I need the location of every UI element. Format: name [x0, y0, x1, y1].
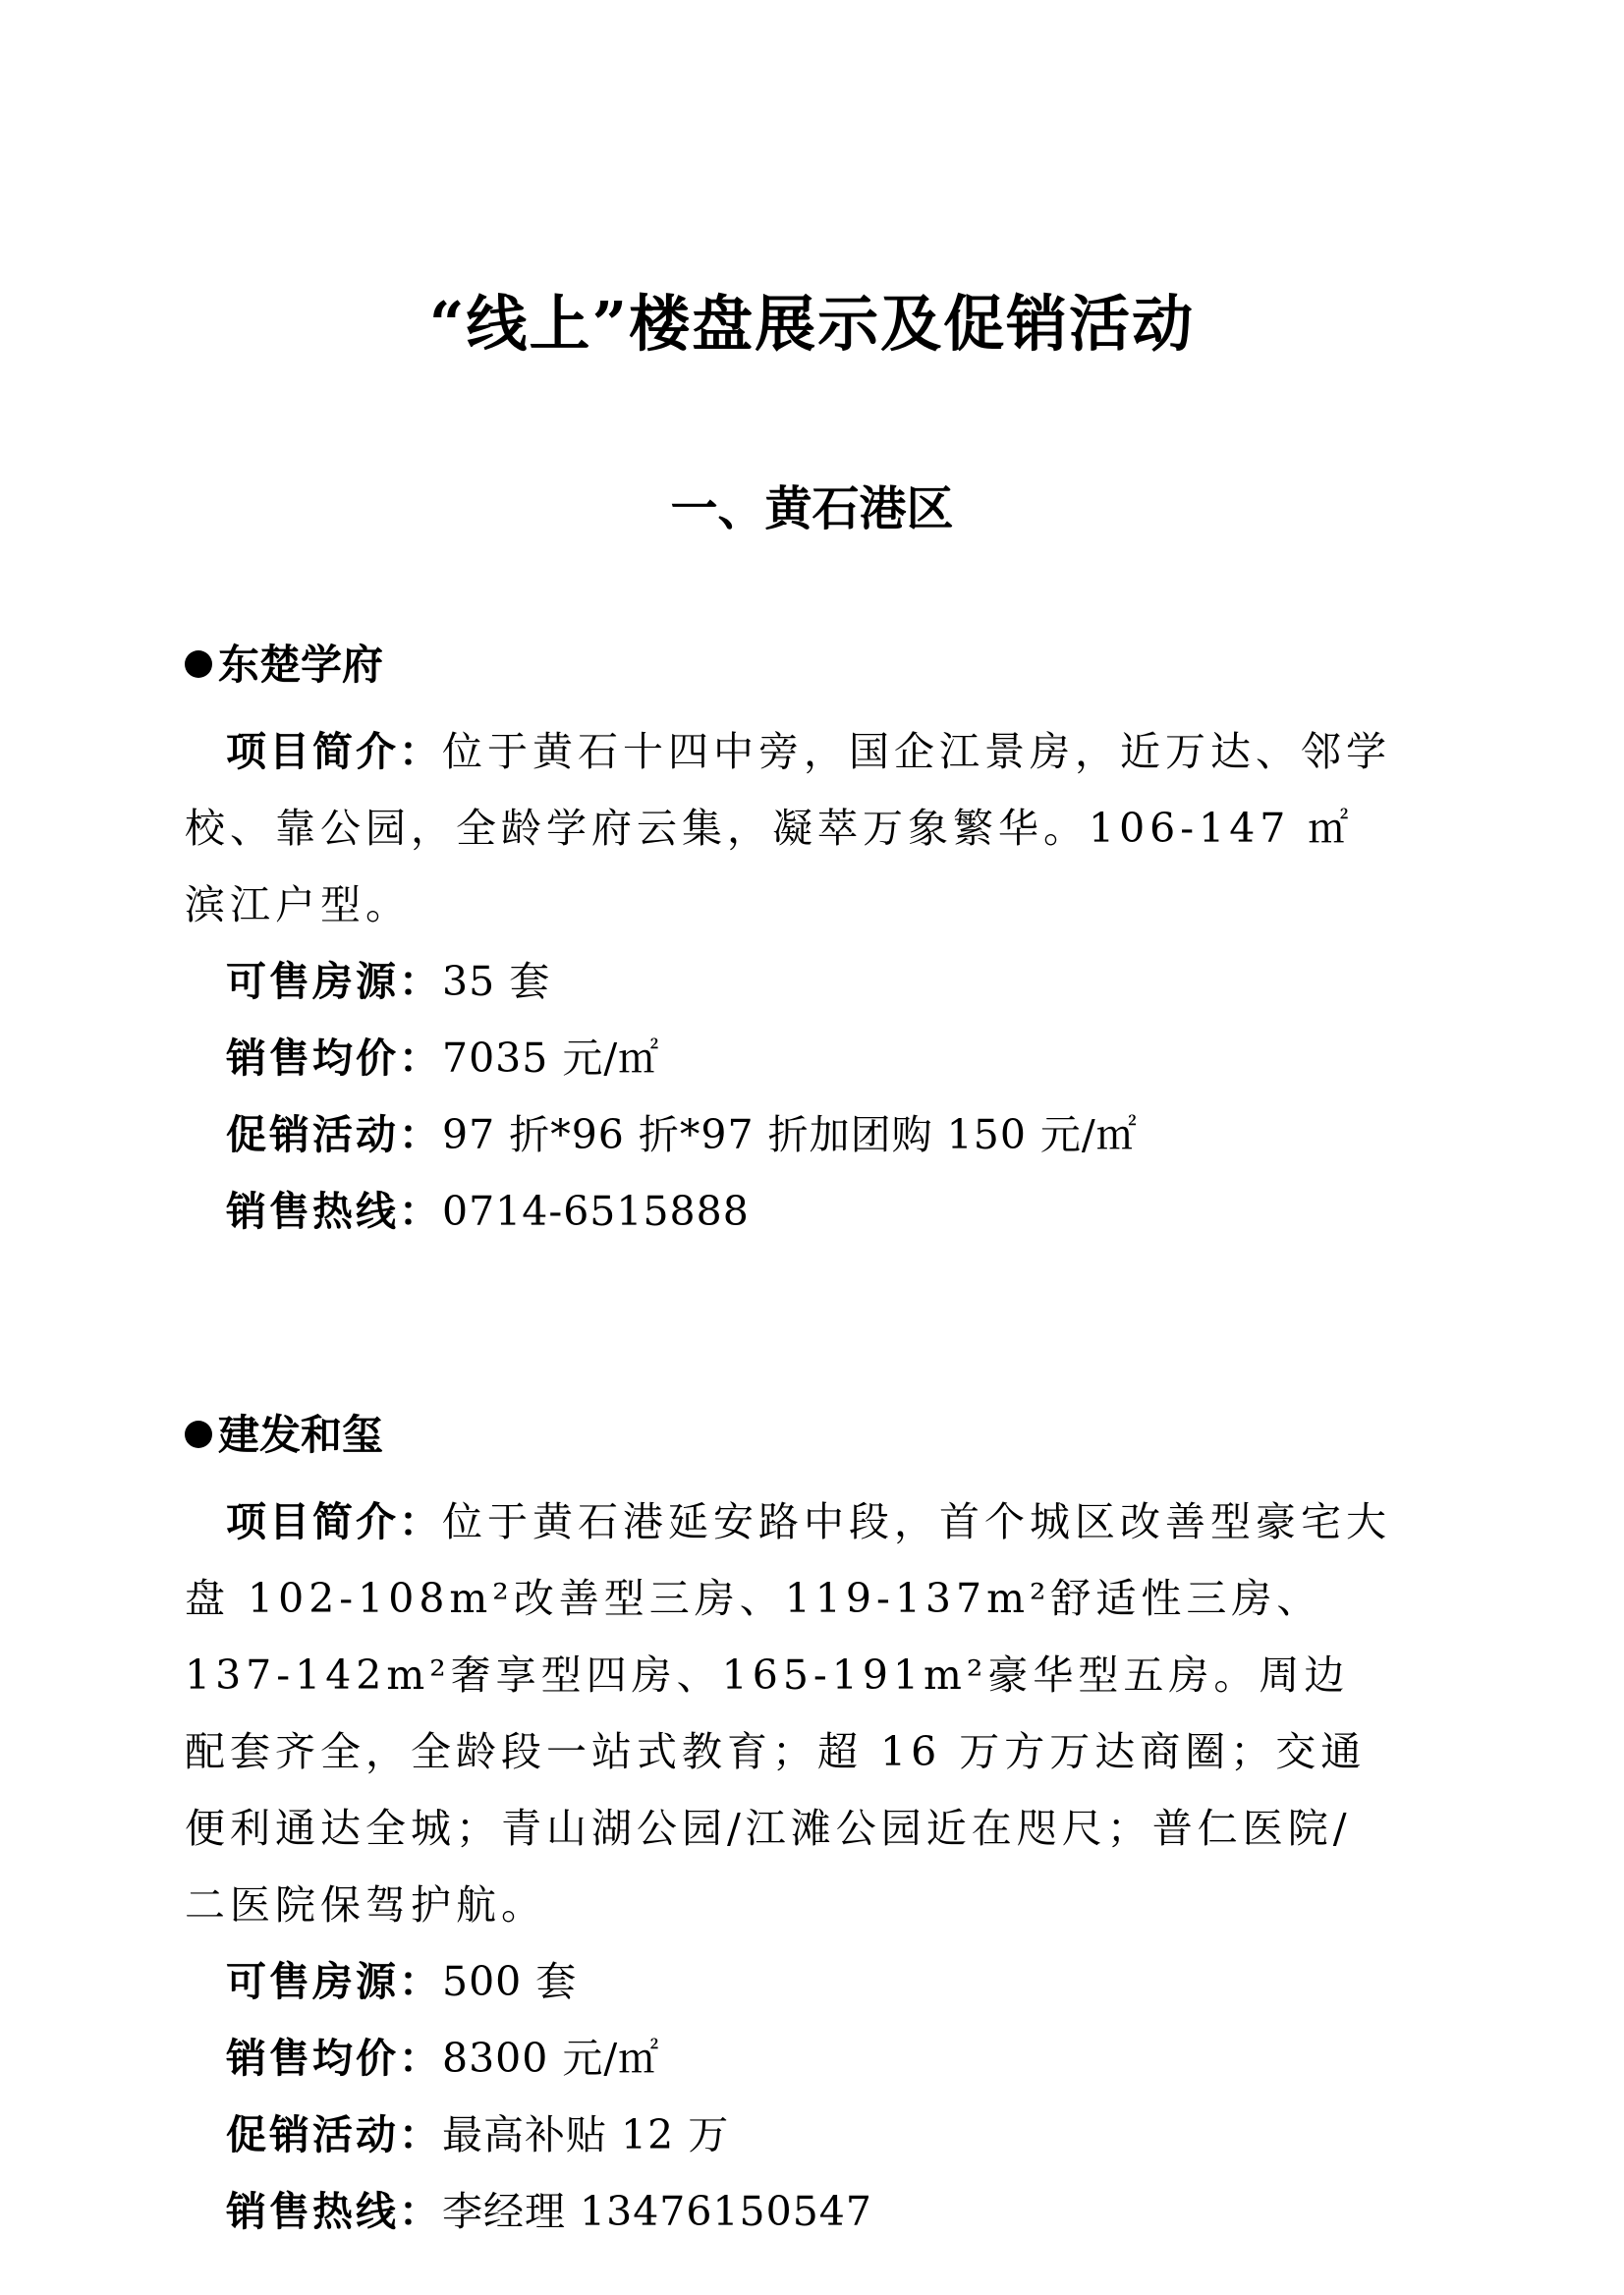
available-value: 35 套 [442, 958, 551, 1005]
available-label: 可售房源： [226, 958, 442, 1005]
intro-label: 项目简介： [226, 728, 442, 775]
project-block [185, 1407, 1393, 2250]
promo-value: 97 折*96 折*97 折加团购 150 元/㎡ [442, 1111, 1138, 1158]
available-label: 可售房源： [226, 1958, 442, 2005]
promo-row [185, 2097, 1393, 2173]
price-label: 销售均价： [226, 1035, 442, 1082]
promo-label: 促销活动： [226, 1111, 442, 1158]
intro-text: 位于黄石十四中旁，国企江景房，近万达、邻学校、靠公园，全龄学府云集，凝萃万象繁华。106-147 ㎡滨江户型。 [185, 728, 1391, 928]
project-heading [185, 637, 1393, 700]
available-row [185, 943, 1393, 1020]
project-name: 建发和玺 [218, 1411, 384, 1459]
available-row [185, 1943, 1393, 2020]
hotline-label: 销售热线： [226, 2188, 442, 2235]
section-title: 一、黄石港区 [670, 481, 954, 536]
intro-text: 位于黄石港延安路中段，首个城区改善型豪宅大盘 102-108m²改善型三房、119-137m²舒适性三房、137-142m²奢享型四房、165-191m²豪华型五房。周边配套齐全，全龄段一站式教育；超 16 万方万达商圈；交通便利通达全城；青山湖公园/江滩公园近在咫尺；普仁医院/二医院保驾护航。 [185, 1498, 1391, 1929]
price-row [185, 1020, 1393, 1096]
project-intro [185, 713, 1393, 943]
hotline-value: 0714-6515888 [442, 1188, 750, 1235]
price-value: 7035 元/㎡ [442, 1035, 660, 1082]
project-block [185, 637, 1393, 1250]
project-name: 东楚学府 [218, 641, 384, 689]
promo-value: 最高补贴 12 万 [442, 2111, 730, 2158]
price-row [185, 2020, 1393, 2097]
price-label: 销售均价： [226, 2035, 442, 2082]
project-intro [185, 1483, 1393, 1943]
promo-label: 促销活动： [226, 2111, 442, 2158]
promo-row [185, 1096, 1393, 1173]
hotline-row [185, 1173, 1393, 1250]
hotline-row [185, 2173, 1393, 2250]
intro-label: 项目简介： [226, 1498, 442, 1545]
bullet-icon [185, 1421, 212, 1448]
bullet-icon [185, 650, 212, 678]
hotline-value: 李经理 13476150547 [442, 2188, 872, 2235]
available-value: 500 套 [442, 1958, 578, 2005]
hotline-label: 销售热线： [226, 1188, 442, 1235]
price-value: 8300 元/㎡ [442, 2035, 660, 2082]
project-heading [185, 1407, 1393, 1470]
document-title: “线上”楼盘展示及促销活动 [428, 288, 1196, 360]
